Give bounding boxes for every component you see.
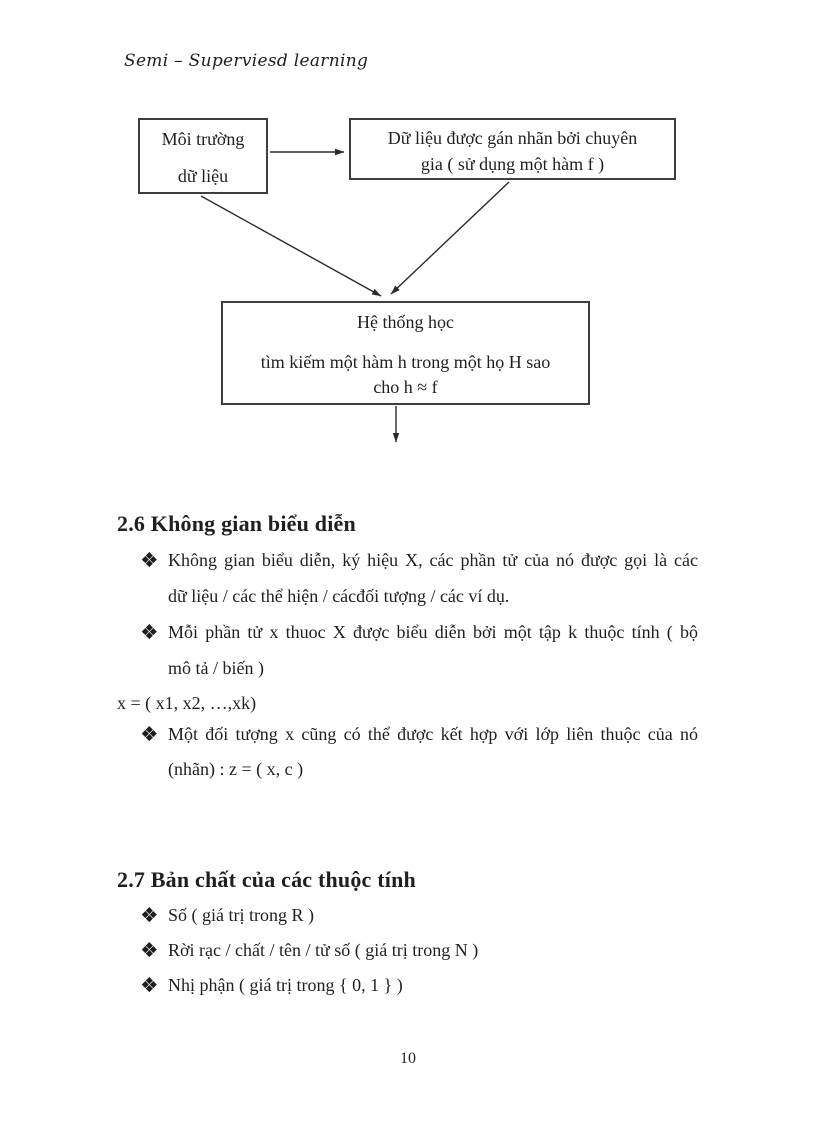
four-diamond-bullet-icon [143,943,155,955]
attr-bullet-binary: Nhị phận ( giá trị trong { 0, 1 } ) [168,975,403,995]
attr-bullet-discrete: Rời rạc / chất / tên / tử số ( giá trị trong N ) [168,940,479,960]
arrow-label-to-system [391,182,509,294]
bullet2-line2: mô tả / biến ) [168,658,264,678]
bullet2-line1: Mỗi phần tử x thuoc X được biểu diễn bởi một tập k thuộc tính ( bộ [168,622,698,642]
four-diamond-bullet-icon [143,625,155,637]
page-number: 10 [400,1050,416,1067]
bullet1-line2: dữ liệu / các thể hiện / cácđối tượng / các ví dụ. [168,586,510,606]
bullet1-line1: Không gian biểu diễn, ký hiệu X, các phần tử của nó được gọi là các [168,550,698,570]
arrow-env-to-system [201,196,381,296]
diagram-box-environment [138,118,268,194]
box-labeled-data-line1: Dữ liệu được gán nhãn bởi chuyên [387,128,638,148]
diagram-box-labeled-data [349,118,676,180]
diagram-box-learning-system [221,301,590,405]
box-learning-system-line3: cho h ≈ f [373,377,438,397]
box-labeled-data-line2: gia ( sử dụng một hàm f ) [420,154,605,174]
box-environment-line1: Môi trường [161,129,245,149]
four-diamond-bullet-icon [143,978,155,990]
box-learning-system-line2: tìm kiếm một hàm h trong một họ H sao [260,352,551,372]
four-diamond-bullet-icon [143,553,155,565]
attr-bullet-numeric: Số ( giá trị trong R ) [168,905,314,925]
four-diamond-bullet-icon [143,908,155,920]
box-environment-line2: dữ liệu [177,166,229,186]
four-diamond-bullet-icon [143,727,155,739]
section-2-7-heading: 2.7 Bản chất của các thuộc tính [117,867,416,892]
page-header-title: Semi – Superviesd learning [124,51,369,71]
section-2-6-heading: 2.6 Không gian biểu diễn [117,511,356,536]
bullet3-line2: (nhãn) : z = ( x, c ) [168,759,304,779]
bullet3-line1: Một đối tượng x cũng có thể được kết hợp với lớp liên thuộc của nó [168,724,698,744]
formula-line: x = ( x1, x2, …,xk) [117,693,257,713]
box-learning-system-title: Hệ thống học [357,312,454,332]
